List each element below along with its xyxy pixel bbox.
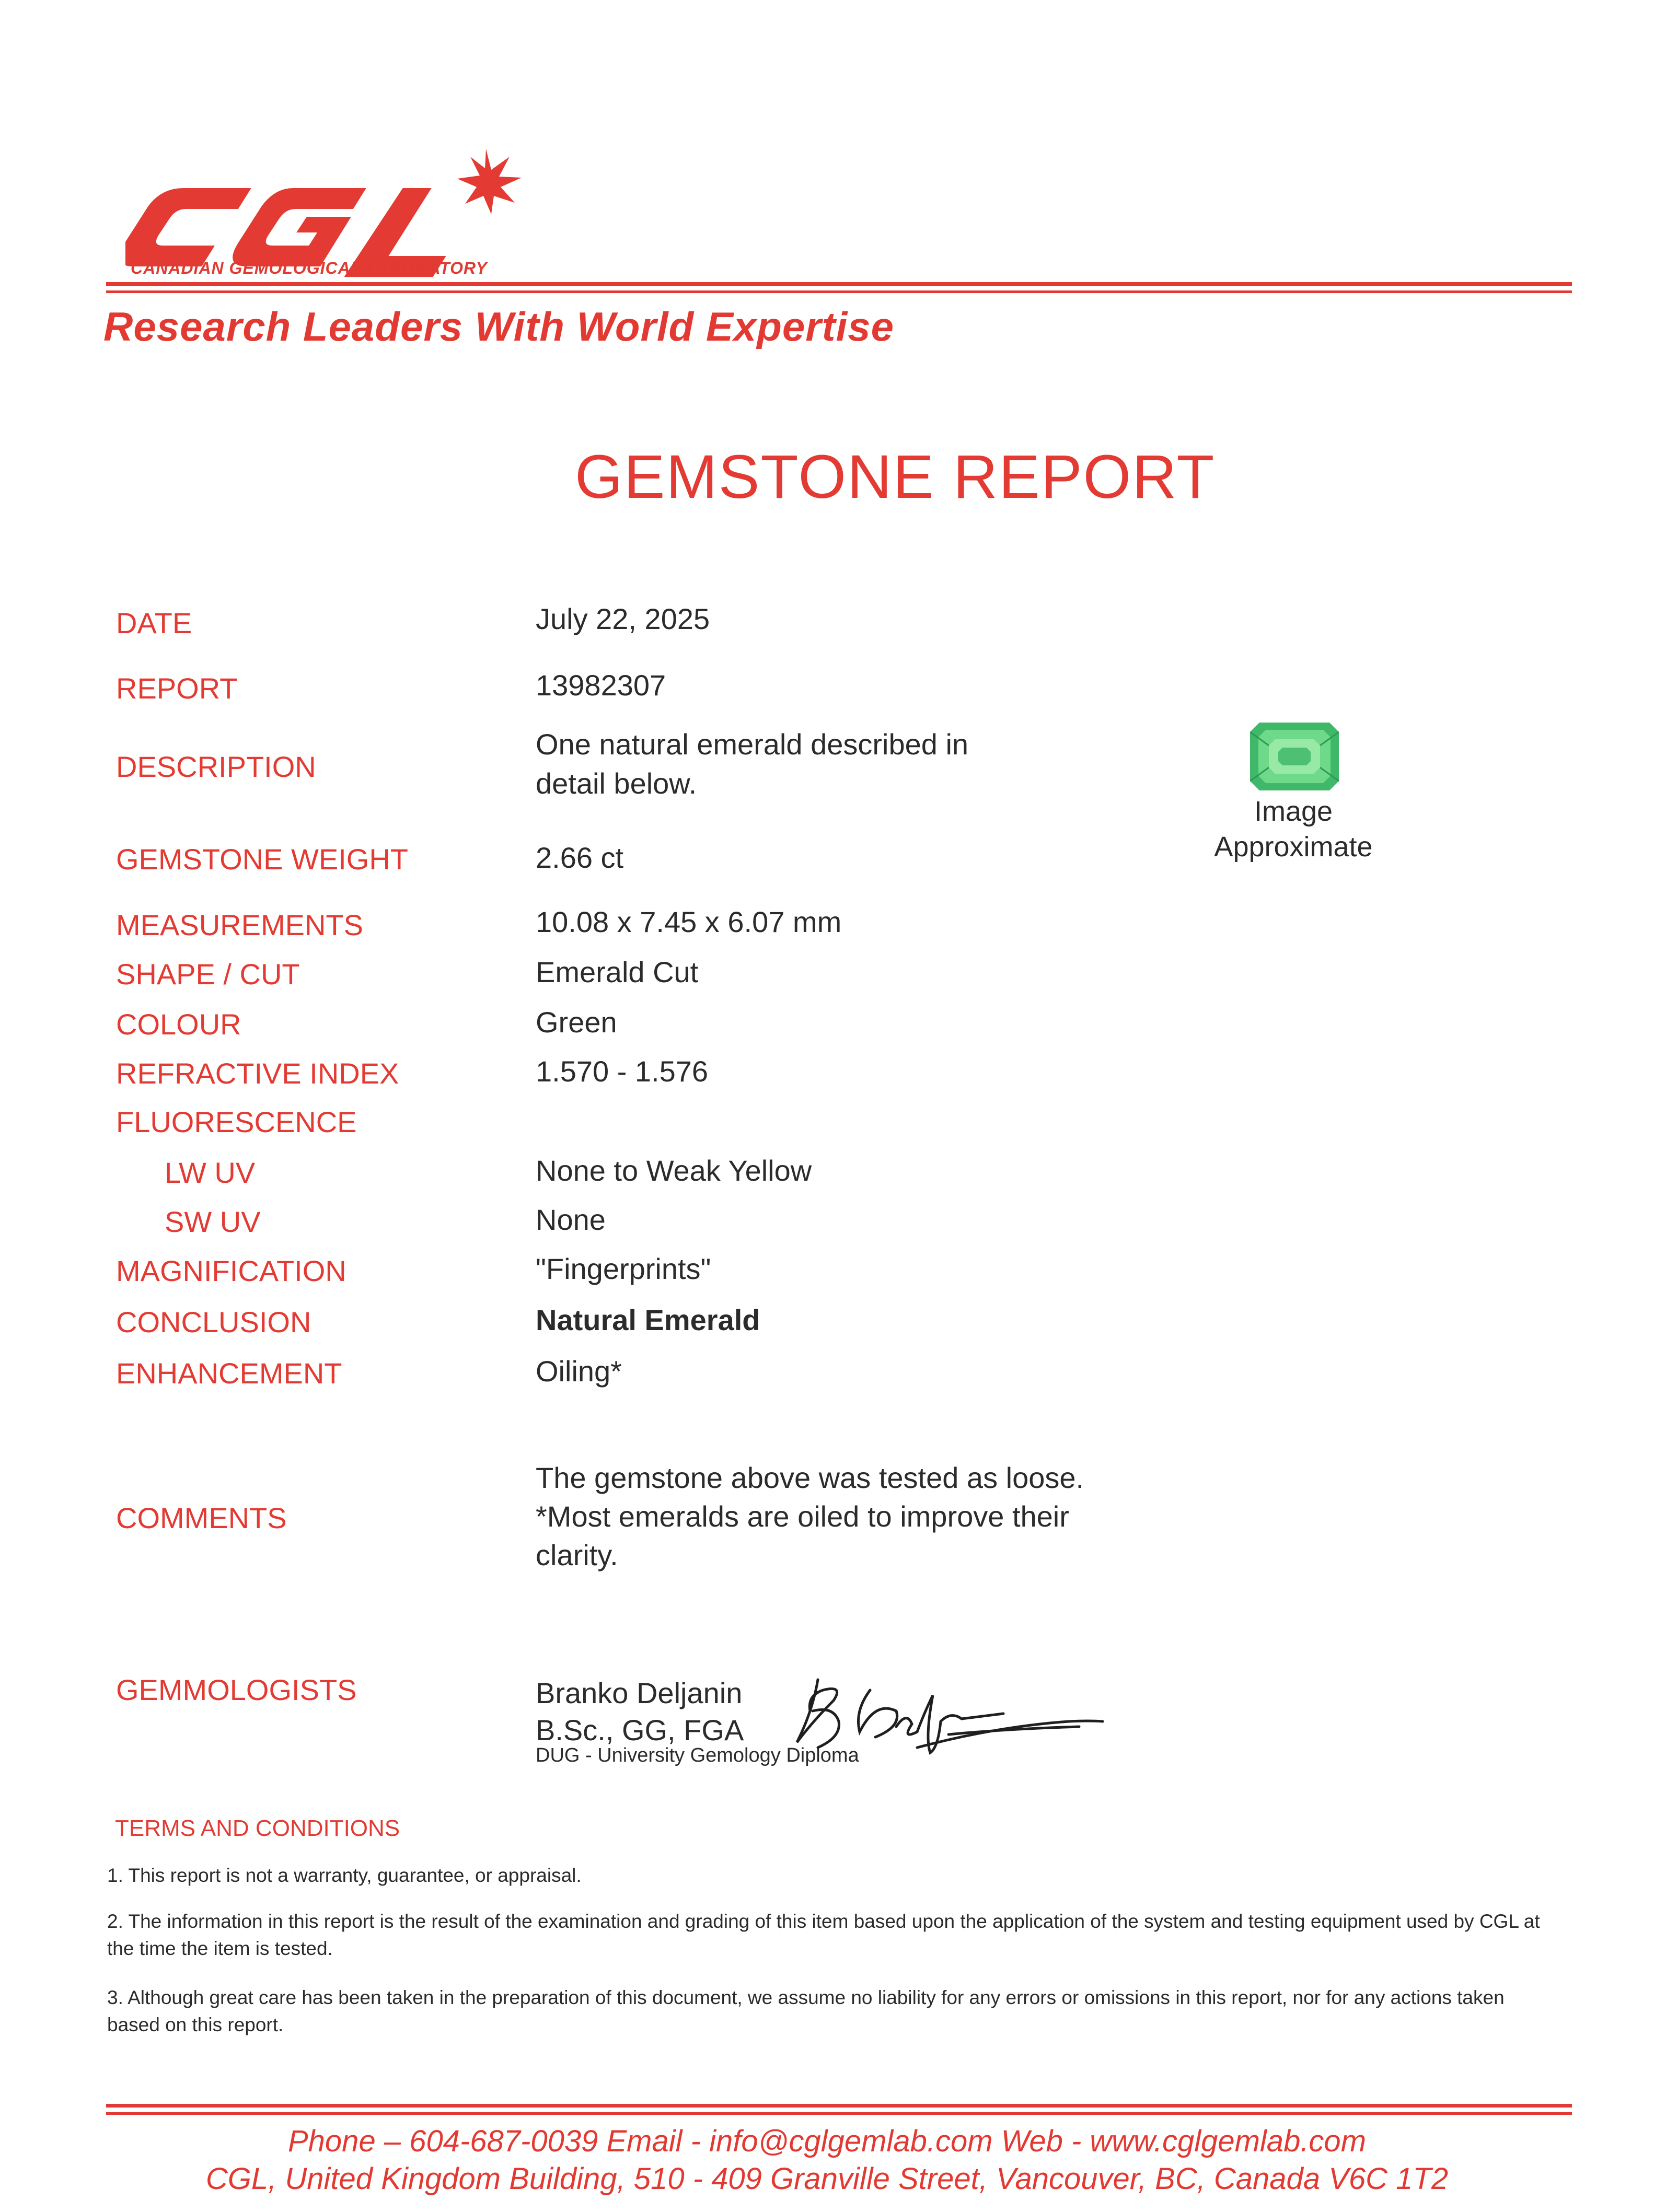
sw-uv-value: None: [536, 1203, 606, 1236]
term-1: 1. This report is not a warranty, guarantee, or appraisal.: [107, 1865, 582, 1886]
conclusion-value: Natural Emerald: [536, 1303, 760, 1336]
comments-label: COMMENTS: [116, 1501, 287, 1534]
description-label: DESCRIPTION: [116, 750, 316, 783]
header-rule: [106, 282, 1572, 286]
report-value: 13982307: [536, 669, 666, 702]
gemmologists-label: GEMMOLOGISTS: [116, 1673, 357, 1706]
gemmologist-diploma: DUG - University Gemology Diploma: [536, 1744, 859, 1766]
colour-value: Green: [536, 1006, 617, 1039]
magnification-value: "Fingerprints": [536, 1252, 711, 1285]
gemmologist-credentials: B.Sc., GG, FGA: [536, 1714, 744, 1747]
magnification-label: MAGNIFICATION: [116, 1254, 346, 1287]
logo-subtitle: CANADIAN GEMOLOGICAL LABORATORY: [131, 259, 488, 277]
refractive-index-value: 1.570 - 1.576: [536, 1055, 709, 1088]
date-value: July 22, 2025: [536, 602, 710, 635]
term-2: 2. The information in this report is the result of the examination and grading of this item based upon the application of the system and testing equipment used by CGL at the time the item is tested.: [107, 1911, 1540, 1959]
measurements-label: MEASUREMENTS: [116, 909, 363, 941]
enhancement-value: Oiling*: [536, 1355, 622, 1388]
report-label: REPORT: [116, 672, 238, 705]
emerald-image: [1250, 723, 1339, 790]
tagline: Research Leaders With World Expertise: [103, 304, 895, 350]
fluorescence-label: FLUORESCENCE: [116, 1105, 357, 1138]
refractive-index-label: REFRACTIVE INDEX: [116, 1057, 399, 1090]
lw-uv-label: LW UV: [165, 1156, 256, 1189]
header-rule-thin: [106, 290, 1572, 293]
footer-address: CGL, United Kingdom Building, 510 - 409 Granville Street, Vancouver, BC, Canada V6C 1T2: [205, 2162, 1449, 2196]
footer-contact: Phone – 604-687-0039 Email - info@cglgemlab.com Web - www.cglgemlab.com: [287, 2124, 1367, 2158]
measurements-value: 10.08 x 7.45 x 6.07 mm: [536, 905, 842, 938]
term-3: 3. Although great care has been taken in the preparation of this document, we assume no liability for any errors or omissions in this report, nor for any actions taken based on this report.: [107, 1987, 1505, 2035]
description-value-line1: One natural emerald described in: [536, 728, 969, 761]
image-caption-line1: Image: [1254, 796, 1333, 827]
date-label: DATE: [116, 607, 192, 639]
sw-uv-label: SW UV: [165, 1205, 261, 1238]
signature: [792, 1669, 1116, 1766]
conclusion-label: CONCLUSION: [116, 1306, 311, 1338]
footer-rule-thin: [106, 2112, 1572, 2115]
comments-line1: The gemstone above was tested as loose.: [536, 1461, 1084, 1494]
colour-label: COLOUR: [116, 1008, 241, 1041]
terms-heading: TERMS AND CONDITIONS: [115, 1815, 400, 1841]
gemmologist-name: Branko Deljanin: [536, 1677, 743, 1709]
comments-line2: *Most emeralds are oiled to improve their: [536, 1500, 1069, 1533]
shape-label: SHAPE / CUT: [116, 958, 300, 991]
description-value-line2: detail below.: [536, 767, 697, 800]
image-caption-line2: Approximate: [1214, 831, 1373, 863]
comments-line3: clarity.: [536, 1539, 618, 1571]
lw-uv-value: None to Weak Yellow: [536, 1154, 812, 1187]
weight-label: GEMSTONE WEIGHT: [116, 843, 408, 876]
enhancement-label: ENHANCEMENT: [116, 1357, 342, 1390]
footer-rule: [106, 2104, 1572, 2108]
page-title: GEMSTONE REPORT: [575, 443, 1216, 511]
shape-value: Emerald Cut: [536, 956, 699, 988]
weight-value: 2.66 ct: [536, 841, 624, 874]
